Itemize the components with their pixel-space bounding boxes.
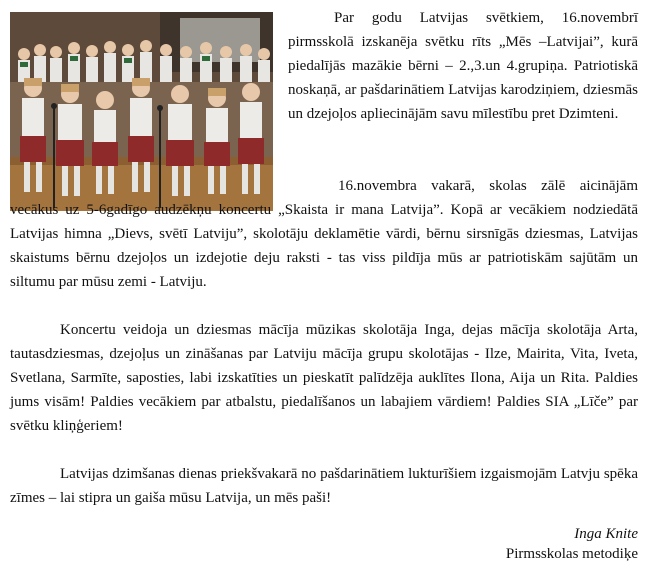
article-paragraph-2: 16.novembra vakarā, skolas zālē aicinājām vecākus uz 5-6gadīgo audzēkņu koncertu „Skaista ir mana Latvija”. Kopā ar vecākiem nodziedātā Latvijas himna „Dievs, svētī Latviju”, skolotāju deklamētie vārdi, bērnu sirsnīgās dziesmas, Latvijas skaistums bērnu dzejoļos un izdejotie deju raksti - tas viss pildīja mūs ar patriotiskām sajūtām un siltumu par mūsu zemi - Latviju. — [10, 178, 638, 290]
signature-block — [506, 524, 638, 564]
article-paragraph-4: Latvijas dzimšanas dienas priekšvakarā no pašdarinātiem lukturīšiem izgaismojām Latvju spēka zīmes – lai stipra un gaiša mūsu Latvija, un mēs paši! — [10, 466, 638, 506]
article-paragraph-3: Koncertu veidoja un dziesmas mācīja mūzikas skolotāja Inga, dejas mācīja skolotāja Arta, tautasdziesmas, dzejoļus un zināšanas par Latviju mācīja grupu skolotājas - Ilze, Mairita, Vita, Iveta, Svetlana, Sarmīte, saposties, labi izskatīties un pieskatīt palīdzēja auklītes Ilona, Aija un Rita. Paldies jums visām! Paldies vecākiem par atbalstu, piedalīšanos un labajiem vārdiem! Paldies SIA „Līče” par svētku kliņģeriem! — [10, 322, 638, 434]
article-paragraph-1: Par godu Latvijas svētkiem, 16.novembrī pirmsskolā izskanēja svētku rīts „Mēs –Latvijai”, kurā piedalījās mazākie bērni – 2.,3.un 4.grupiņa. Patriotiskā noskaņā, ar pašdarinātiem Latvijas karodziņiem, dziesmās un dzejoļos apliecinājām savu mīlestību pret Dzimteni. — [288, 10, 638, 122]
signature-name: Inga Knite — [574, 526, 638, 542]
signature-role: Pirmsskolas metodiķe — [505, 546, 638, 562]
